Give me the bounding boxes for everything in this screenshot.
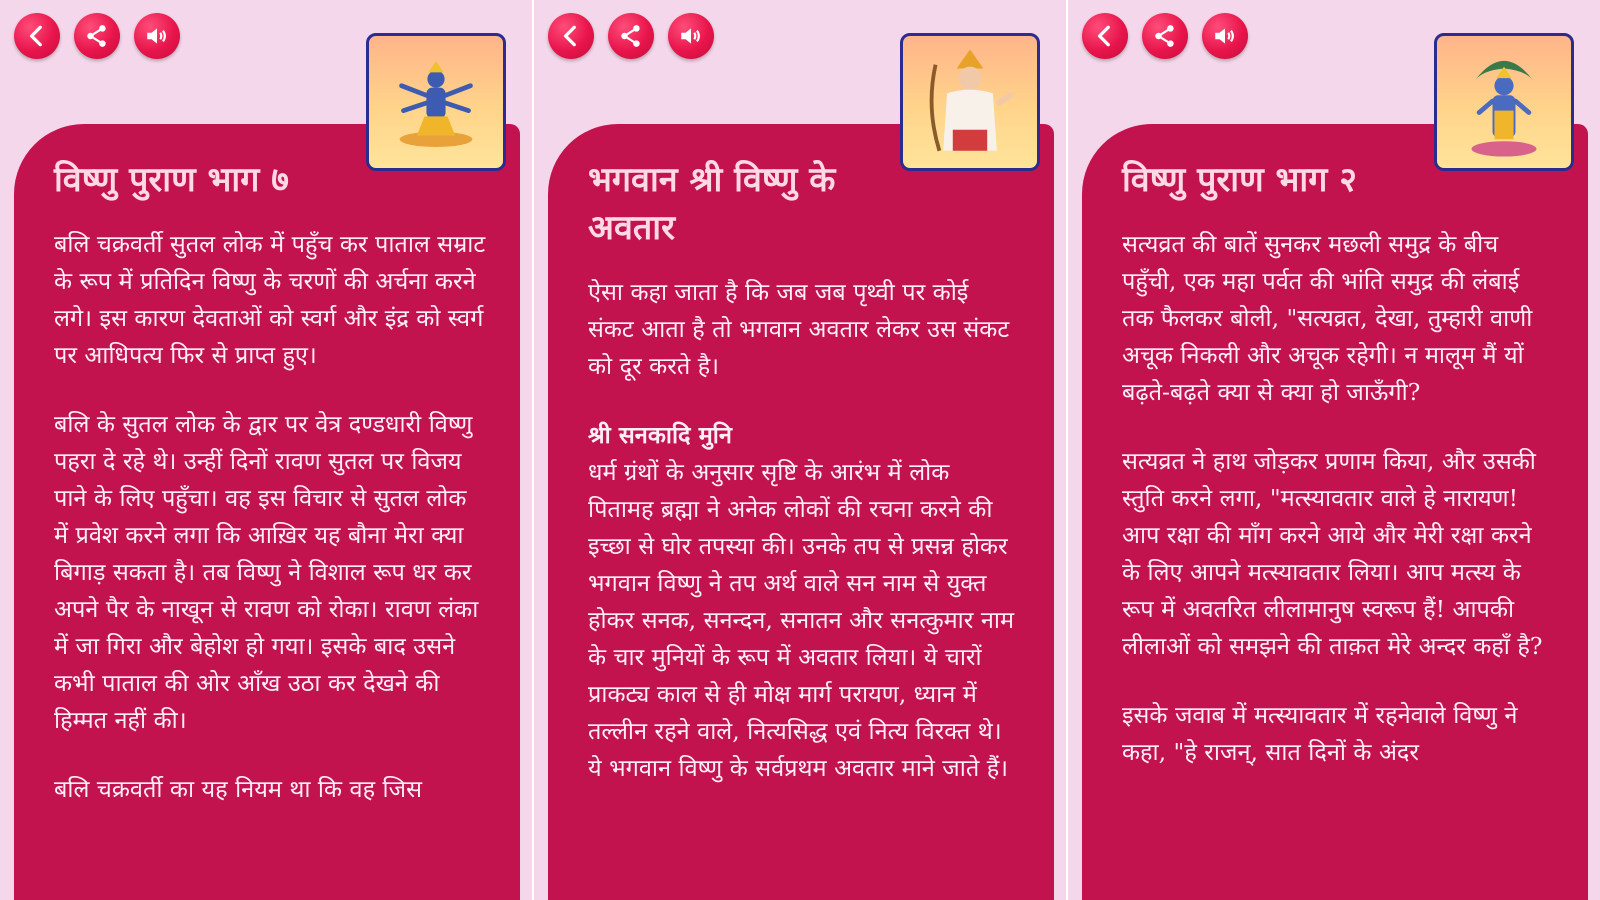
toolbar (1082, 13, 1248, 61)
paragraph: ऐसा कहा जाता है कि जब जब पृथ्वी पर कोई संकट आता है तो भगवान अवतार लेकर उस संकट को दूर करते है। (588, 278, 1010, 380)
speaker-button[interactable] (668, 13, 714, 59)
rama-icon (903, 36, 1037, 168)
content-card[interactable] (14, 124, 520, 900)
paragraph: बलि चक्रवर्ती सुतल लोक में पहुँच कर पाताल सम्राट के रूप में प्रतिदिन विष्णु के चरणों की अर्चना करने लगे। इस कारण देवताओं को स्वर्ग और इंद्र को स्वर्ग पर आधिपत्य फिर से प्राप्त हुए। (54, 230, 486, 369)
card-body (1122, 226, 1554, 771)
vishnu-icon (369, 36, 503, 168)
deity-thumbnail (900, 33, 1040, 171)
vishnu-sheshnag-icon (1437, 36, 1571, 168)
toolbar (14, 13, 180, 61)
toolbar (548, 13, 714, 61)
paragraph: धर्म ग्रंथों के अनुसार सृष्टि के आरंभ में लोक पितामह ब्रह्मा ने अनेक लोकों की रचना करने की इच्छा से घोर तपस्या की। उनके तप से प्रसन्न होकर भगवान विष्णु ने तप अर्थ वाले सन नाम से युक्त होकर सनक, सनन्दन, सनातन और सनत्कुमार नाम के चार मुनियों के रूप में अवतार लिया। ये चारों प्राकट्य काल से ही मोक्ष मार्ग परायण, ध्यान में तल्लीन रहने वाले, नित्यसिद्ध एवं नित्य विरक्त थे। ये भगवान विष्णु के सर्वप्रथम अवतार माने जाते हैं। (588, 458, 1015, 782)
share-icon (1152, 23, 1178, 49)
back-button[interactable] (548, 13, 594, 59)
deity-thumbnail (366, 33, 506, 171)
card-body (588, 274, 1020, 787)
screen-panel-3 (1068, 0, 1600, 900)
speaker-icon (1212, 23, 1238, 49)
share-button[interactable] (1142, 13, 1188, 59)
share-icon (84, 23, 110, 49)
share-button[interactable] (74, 13, 120, 59)
screen-panel-2 (534, 0, 1066, 900)
paragraph: इसके जवाब में मत्स्यावतार में रहनेवाले विष्णु ने कहा, "हे राजन्, सात दिनों के अंदर (1122, 701, 1518, 766)
speaker-icon (678, 23, 704, 49)
share-icon (618, 23, 644, 49)
back-button[interactable] (14, 13, 60, 59)
content-card[interactable] (548, 124, 1054, 900)
screen-panel-1 (0, 0, 532, 900)
card-title: भगवान श्री विष्णु के अवतार (588, 160, 836, 248)
speaker-icon (144, 23, 170, 49)
content-card[interactable] (1082, 124, 1588, 900)
back-button[interactable] (1082, 13, 1128, 59)
paragraph: सत्यव्रत की बातें सुनकर मछली समुद्र के बीच पहुँची, एक महा पर्वत की भांति समुद्र की लंबाई तक फैलकर बोली, "सत्यव्रत, देखा, तुम्हारी वाणी अचूक निकली और अचूक रहेगी। न मालूम मैं यों बढ़ते-बढ़ते क्या से क्या हो जाऊँगी? (1122, 230, 1533, 406)
card-body (54, 226, 486, 808)
back-icon (1092, 23, 1118, 49)
share-button[interactable] (608, 13, 654, 59)
card-title: विष्णु पुराण भाग २ (1122, 160, 1357, 200)
speaker-button[interactable] (134, 13, 180, 59)
paragraph: सत्यव्रत ने हाथ जोड़कर प्रणाम किया, और उसकी स्तुति करने लगा, "मत्स्यावतार वाले हे नारायण! आप रक्षा की माँग करने आये और मेरी रक्षा करने के लिए आपने मत्स्यावतार लिया। आप मत्स्य के रूप में अवतरित लीलामानुष स्वरूप हैं! आपकी लीलाओं को समझने की ताक़त मेरे अन्दर कहाँ है? (1122, 447, 1543, 660)
back-icon (558, 23, 584, 49)
paragraph: बलि के सुतल लोक के द्वार पर वेत्र दण्डधारी विष्णु पहरा दे रहे थे। उन्हीं दिनों रावण सुतल पर विजय पाने के लिए पहुँचा। वह इस विचार से सुतल लोक में प्रवेश करने लगा कि आख़िर यह बौना मेरा क्या बिगाड़ सकता है। तब विष्णु ने विशाल रूप धर कर अपने पैर के नाखून से रावण को रोका। रावण लंका में जा गिरा और बेहोश हो गया। इसके बाद उसने कभी पाताल की ओर आँख उठा कर देखने की हिम्मत नहीं की। (54, 410, 479, 734)
paragraph: बलि चक्रवर्ती का यह नियम था कि वह जिस (54, 775, 422, 803)
subheading: श्री सनकादि मुनि (588, 421, 732, 449)
card-title: विष्णु पुराण भाग ७ (54, 160, 289, 200)
speaker-button[interactable] (1202, 13, 1248, 59)
back-icon (24, 23, 50, 49)
deity-thumbnail (1434, 33, 1574, 171)
